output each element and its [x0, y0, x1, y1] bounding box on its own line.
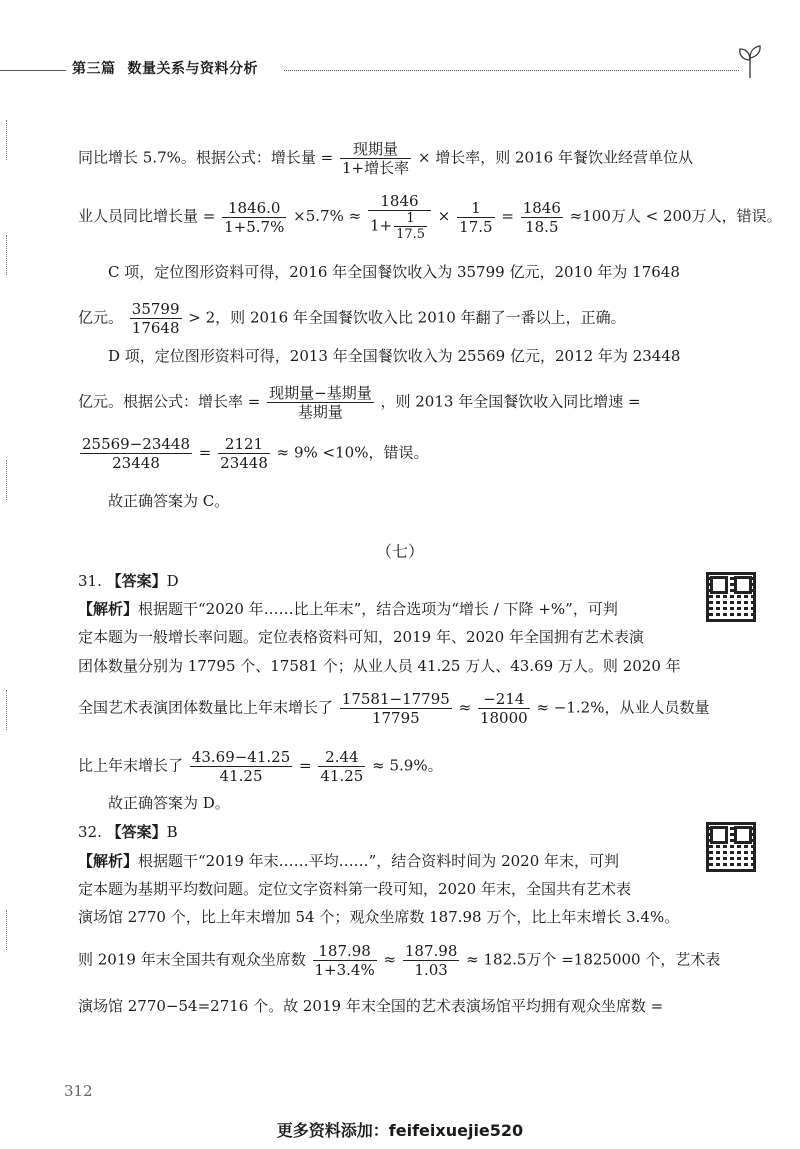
denominator: 1.03 [414, 961, 448, 979]
text-line [78, 192, 782, 242]
text-run: ≈ [383, 950, 397, 969]
text-run: 根据题干“2019 年末……平均……”，结合资料时间为 2020 年末，可判 [138, 852, 620, 870]
text-line [78, 599, 618, 619]
text-run: ≈ 5.9%。 [372, 756, 443, 775]
numerator: −214 [478, 690, 530, 709]
denominator: 18000 [479, 709, 528, 727]
fraction [340, 690, 452, 727]
analysis-label: 【解析】 [78, 852, 139, 870]
text-line: 团体数量分别为 17795 个、17581 个；从业人员 41.25 万人、43.69 万人。则 2020 年 [78, 657, 681, 675]
text-line: 故正确答案为 C。 [108, 492, 230, 510]
question-number: 32. [78, 823, 102, 841]
denominator: 1+增长率 [342, 159, 410, 177]
header-text [72, 58, 258, 78]
text-run: 业人员同比增长量 = [78, 207, 216, 225]
text-run: ×5.7% ≈ [293, 207, 362, 225]
answer-value: D [166, 572, 179, 590]
text-run: ≈ [458, 698, 472, 717]
denominator: 23448 [112, 454, 160, 472]
fraction [457, 199, 494, 236]
text-run: 亿元。 [78, 308, 124, 327]
numerator: 187.98 [313, 942, 377, 961]
numerator: 现期量 [340, 140, 411, 159]
fraction [218, 435, 270, 472]
answer-line [78, 571, 179, 591]
text-run: 比上年末增长了 [78, 756, 184, 775]
numerator: 43.69−41.25 [191, 748, 291, 766]
denominator: 1+3.4% [314, 961, 375, 979]
denominator: 17.5 [396, 227, 426, 242]
denominator: 41.25 [219, 767, 263, 785]
text-run: 1+ [369, 216, 393, 235]
fraction [403, 942, 460, 979]
header-part: 第三篇 [72, 61, 116, 77]
text-line: 定本题为基期平均数问题。定位文字资料第一段可知，2020 年末，全国共有艺术表 [78, 880, 631, 898]
binding-marks [6, 120, 11, 160]
denominator: 41.25 [320, 767, 364, 785]
fraction [368, 192, 431, 242]
qr-code-icon [706, 822, 756, 872]
answer-label: 【答案】 [106, 572, 167, 590]
fraction [190, 748, 292, 785]
numerator: 35799 [131, 300, 180, 318]
numerator: 1 [457, 199, 494, 218]
numerator: 1846 [368, 192, 431, 211]
section-title: （七） [375, 542, 424, 561]
header-title: 数量关系与资料分析 [127, 61, 258, 77]
text-run: 亿元。根据公式：增长率 = [78, 392, 261, 411]
fraction [80, 435, 192, 472]
text-line: C 项，定位图形资料可得，2016 年全国餐饮收入为 35799 亿元，2010 年为 17648 [108, 263, 680, 281]
text-line: D 项，定位图形资料可得，2013 年全国餐饮收入为 25569 亿元，2012 年为 23448 [108, 347, 681, 365]
fraction [318, 748, 365, 785]
denominator: 23448 [220, 454, 268, 472]
binding-marks [6, 235, 11, 275]
text-run: > 2，则 2016 年全国餐饮收入比 2010 年翻了一番以上，正确。 [188, 308, 626, 327]
text-line [78, 384, 641, 421]
fraction [313, 942, 377, 979]
numerator: 25569−23448 [82, 435, 191, 453]
header-rule-left [0, 70, 66, 71]
numerator: 1846.0 [222, 199, 286, 218]
text-line: 演场馆 2770 个，比上年末增加 54 个；观众坐席数 187.98 万个，比上年末增长 3.4%。 [78, 908, 680, 926]
text-line: 定本题为一般增长率问题。定位表格资料可知，2019 年、2020 年全国拥有艺术表演 [78, 628, 644, 646]
text-line [78, 435, 428, 472]
sprout-icon [736, 44, 764, 78]
fraction [478, 690, 530, 727]
numerator: 现期量−基期量 [269, 384, 372, 402]
answer-value: B [166, 823, 178, 841]
question-number: 31. [78, 572, 102, 590]
running-header [0, 38, 800, 78]
fraction [340, 140, 411, 177]
text-line [78, 690, 709, 727]
text-line [78, 140, 693, 177]
text-run: ，则 2013 年全国餐饮收入同比增速 = [380, 392, 641, 411]
text-line [78, 942, 720, 979]
denominator [368, 211, 431, 242]
fraction [130, 300, 182, 337]
text-run: 全国艺术表演团体数量比上年末增长了 [78, 698, 334, 717]
text-run: ≈100万人 < 200万人，错误。 [569, 207, 782, 225]
text-line: 演场馆 2770−54=2716 个。故 2019 年末全国的艺术表演场馆平均拥有观众坐席数 = [78, 997, 664, 1015]
fraction [521, 199, 563, 236]
footer-note: 更多资料添加：feifeixuejie520 [276, 1121, 524, 1140]
numerator: 2.44 [318, 748, 365, 767]
fraction [267, 384, 374, 421]
page-number: 312 [64, 1082, 93, 1100]
text-run: ≈ 182.5万个 =1825000 个，艺术表 [466, 950, 721, 969]
denominator: 17.5 [459, 217, 493, 236]
text-run: × [437, 207, 451, 225]
fraction [222, 199, 286, 236]
fraction [394, 211, 427, 242]
text-run: ≈ 9% <10%，错误。 [276, 443, 429, 462]
answer-label: 【答案】 [106, 823, 167, 841]
header-rule-right [284, 70, 739, 71]
text-line [78, 300, 626, 337]
text-run: 同比增长 5.7%。根据公式：增长量 = [78, 148, 334, 167]
text-line [78, 851, 619, 871]
denominator: 17795 [371, 709, 420, 727]
denominator: 1+5.7% [224, 217, 285, 236]
text-run: 根据题干“2020 年……比上年末”，结合选项为“增长 / 下降 +%”，可判 [138, 600, 618, 618]
text-run: ≈ −1.2%，从业人员数量 [536, 698, 710, 717]
binding-marks [6, 690, 11, 730]
text-line [78, 748, 443, 785]
text-run: = [198, 443, 212, 462]
numerator: 187.98 [404, 942, 458, 960]
numerator: 17581−17795 [341, 690, 450, 708]
binding-marks [6, 910, 11, 950]
text-line: 故正确答案为 D。 [108, 794, 230, 812]
denominator: 17648 [131, 319, 180, 337]
text-run: = [501, 207, 514, 225]
numerator: 1 [394, 211, 427, 227]
analysis-label: 【解析】 [78, 600, 139, 618]
qr-code-icon [706, 572, 756, 622]
text-run: = [299, 756, 312, 775]
numerator: 1846 [522, 198, 561, 217]
denominator: 18.5 [525, 217, 559, 236]
numerator: 2121 [218, 435, 270, 454]
denominator: 基期量 [297, 403, 343, 421]
text-run: × 增长率，则 2016 年餐饮业经营单位从 [417, 148, 693, 167]
text-run: 则 2019 年末全国共有观众坐席数 [78, 950, 306, 969]
binding-marks [6, 460, 11, 500]
answer-line [78, 822, 178, 842]
